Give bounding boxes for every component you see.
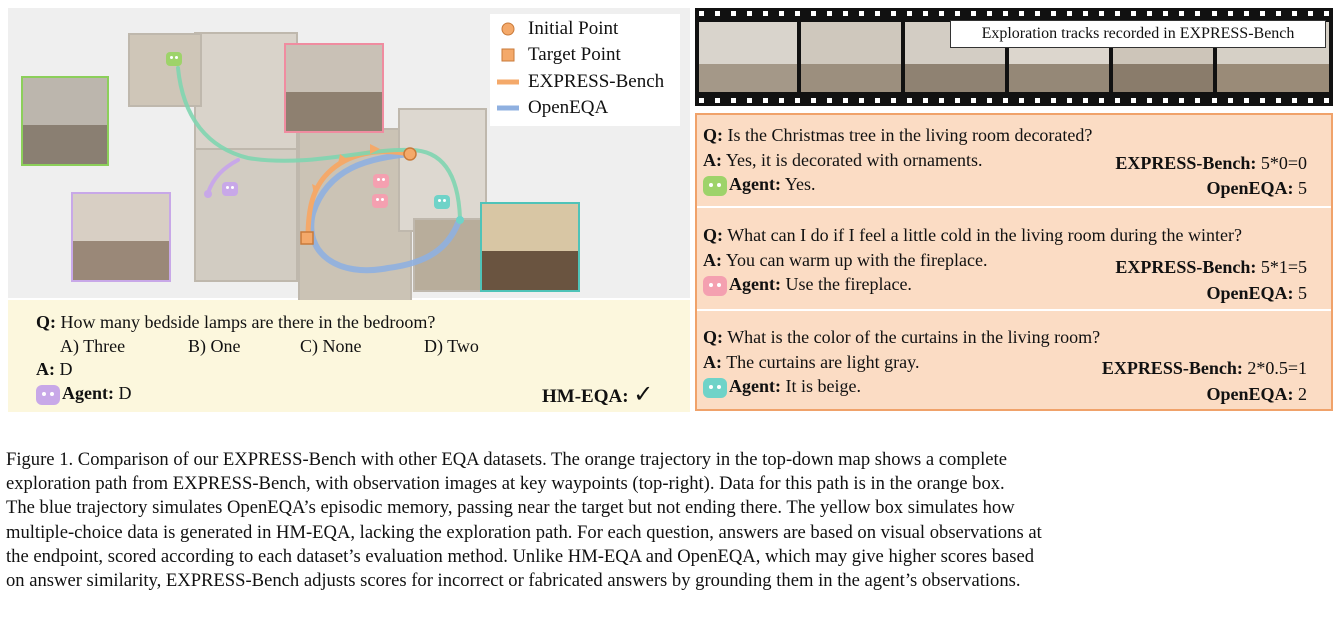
caption-line: exploration path from EXPRESS-Bench, with observation images at key waypoints (top-right). Data for this path is in the orange box. <box>6 473 1005 495</box>
blue-line-icon <box>496 100 520 116</box>
hm-eqa-option: A) Three <box>60 336 126 356</box>
qa-express-score: EXPRESS-Bench: 5*1=5 <box>1115 257 1307 277</box>
qa-openeqa-score: OpenEQA: 5 <box>1206 178 1307 198</box>
hm-eqa-option: D) Two <box>424 336 479 356</box>
bedroom-photo-purple <box>71 192 171 282</box>
initial-point-marker <box>404 148 416 160</box>
film-sprockets-bottom <box>699 98 1329 103</box>
legend-item-express-bench: EXPRESS-Bench <box>496 71 664 93</box>
film-strip-caption: Exploration tracks recorded in EXPRESS-Bench <box>950 20 1326 48</box>
qa-express-score: EXPRESS-Bench: 2*0.5=1 <box>1101 358 1307 378</box>
legend-item-initial-point: Initial Point <box>496 18 618 40</box>
caption-line: the endpoint, scored according to each dataset’s evaluation method. Unlike HM-EQA and OpenEQA, which may give higher scores based <box>6 545 1035 567</box>
map-legend <box>490 14 680 126</box>
green-robot-icon <box>166 52 182 66</box>
hm-eqa-score: HM-EQA: ✓ <box>542 382 654 408</box>
qa-agent-answer: Agent: Use the fireplace. <box>703 274 912 296</box>
checkmark-icon: ✓ <box>633 382 654 408</box>
caption-line: multiple-choice data is generated in HM-EQA, lacking the exploration path. For each question, answers are based on visual observations at <box>6 521 1042 543</box>
film-frame <box>801 22 901 92</box>
qa-agent-answer: Agent: Yes. <box>703 174 816 196</box>
qa-divider <box>697 309 1331 311</box>
hm-eqa-question: Q: How many bedside lamps are there in the bedroom? <box>36 312 436 332</box>
hm-eqa-option: C) None <box>300 336 362 356</box>
qa-express-score: EXPRESS-Bench: 5*0=0 <box>1115 153 1307 173</box>
bedroom-photo-green <box>21 76 109 166</box>
circle-icon <box>496 21 520 37</box>
caption-line: Figure 1. Comparison of our EXPRESS-Bench with other EQA datasets. The orange trajectory in the top-down map shows a complete <box>6 449 1007 470</box>
qa-divider <box>697 206 1331 208</box>
hm-eqa-panel <box>8 300 690 412</box>
square-icon <box>496 47 520 63</box>
qa-answer: A: You can warm up with the fireplace. <box>703 250 988 270</box>
legend-item-target-point: Target Point <box>496 44 621 66</box>
dining-photo-teal <box>480 202 580 292</box>
qa-answer: A: Yes, it is decorated with ornaments. <box>703 150 983 170</box>
hm-eqa-answer: A: D <box>36 359 73 379</box>
film-frame <box>699 22 797 92</box>
pink-robot-icon <box>703 276 727 296</box>
legend-item-openeqa: OpenEQA <box>496 97 608 119</box>
express-bench-qa-box <box>695 113 1333 411</box>
pink-robot-icon <box>373 174 389 188</box>
green-robot-icon <box>703 176 727 196</box>
qa-question: Q: Is the Christmas tree in the living room decorated? <box>703 125 1093 145</box>
qa-openeqa-score: OpenEQA: 2 <box>1206 384 1307 404</box>
pink-robot-icon <box>372 194 388 208</box>
qa-question: Q: What is the color of the curtains in the living room? <box>703 327 1101 347</box>
figure-caption <box>6 448 1336 593</box>
purple-robot-icon <box>36 385 60 405</box>
teal-robot-icon <box>434 195 450 209</box>
caption-line: The blue trajectory simulates OpenEQA’s episodic memory, passing near the target but not ending there. The yellow box simulates how <box>6 497 1015 519</box>
hm-eqa-agent-answer: Agent: D <box>36 383 132 405</box>
caption-line: on answer similarity, EXPRESS-Bench adjusts scores for incorrect or fabricated answers by grounding them in the agent’s observations. <box>6 570 1021 592</box>
hm-eqa-option: B) One <box>188 336 241 356</box>
orange-line-icon <box>496 74 520 90</box>
teal-robot-icon <box>703 378 727 398</box>
purple-robot-icon <box>222 182 238 196</box>
qa-question: Q: What can I do if I feel a little cold in the living room during the winter? <box>703 225 1243 245</box>
qa-answer: A: The curtains are light gray. <box>703 352 920 372</box>
target-point-marker <box>301 232 313 244</box>
living-room-photo-pink <box>284 43 384 133</box>
film-sprockets-top <box>699 11 1329 16</box>
qa-agent-answer: Agent: It is beige. <box>703 376 861 398</box>
qa-openeqa-score: OpenEQA: 5 <box>1206 283 1307 303</box>
